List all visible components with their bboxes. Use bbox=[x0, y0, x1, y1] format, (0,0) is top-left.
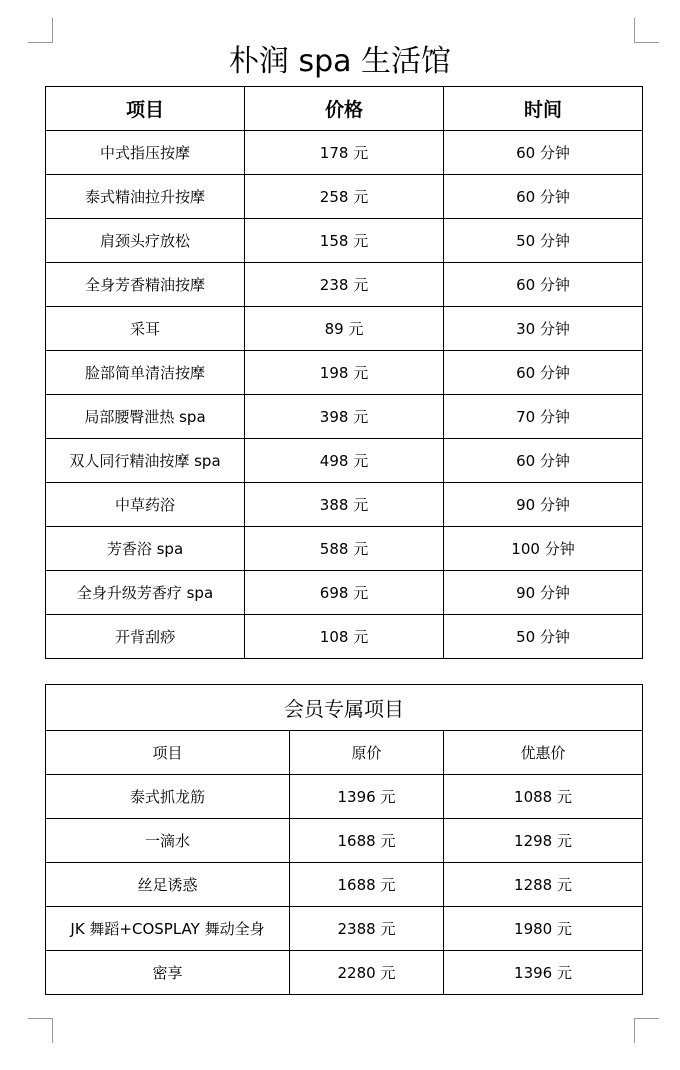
table-row bbox=[46, 951, 643, 995]
page-title: 朴润 spa 生活馆 bbox=[228, 44, 452, 79]
cell-item-name: JK 舞蹈+COSPLAY 舞动全身 bbox=[46, 907, 290, 951]
cell-original-price: 1688 元 bbox=[290, 863, 444, 907]
table-row bbox=[46, 219, 643, 263]
cell-duration: 100 分钟 bbox=[444, 527, 643, 571]
column-header-price: 价格 bbox=[245, 87, 444, 131]
cell-price: 89 元 bbox=[245, 307, 444, 351]
table-row bbox=[46, 775, 643, 819]
page-corner-mark bbox=[634, 1018, 659, 1043]
table-row bbox=[46, 527, 643, 571]
cell-duration: 60 分钟 bbox=[444, 175, 643, 219]
column-header-original-price: 原价 bbox=[290, 731, 444, 775]
cell-item-name: 密享 bbox=[46, 951, 290, 995]
table-row bbox=[46, 175, 643, 219]
table-row bbox=[46, 131, 643, 175]
member-table-caption: 会员专属项目 bbox=[46, 685, 643, 731]
table-row bbox=[46, 307, 643, 351]
table-header-row bbox=[46, 87, 643, 131]
cell-duration: 70 分钟 bbox=[444, 395, 643, 439]
table-row bbox=[46, 907, 643, 951]
table-row bbox=[46, 571, 643, 615]
table-header-row bbox=[46, 731, 643, 775]
cell-price: 698 元 bbox=[245, 571, 444, 615]
cell-original-price: 1688 元 bbox=[290, 819, 444, 863]
cell-price: 178 元 bbox=[245, 131, 444, 175]
cell-duration: 30 分钟 bbox=[444, 307, 643, 351]
cell-discount-price: 1288 元 bbox=[444, 863, 643, 907]
cell-item-name: 中式指压按摩 bbox=[46, 131, 245, 175]
table-caption-row bbox=[46, 685, 643, 731]
table-row bbox=[46, 819, 643, 863]
cell-item-name: 中草药浴 bbox=[46, 483, 245, 527]
cell-item-name: 全身芳香精油按摩 bbox=[46, 263, 245, 307]
cell-discount-price: 1298 元 bbox=[444, 819, 643, 863]
cell-price: 108 元 bbox=[245, 615, 444, 659]
table-row bbox=[46, 483, 643, 527]
cell-duration: 60 分钟 bbox=[444, 439, 643, 483]
cell-duration: 60 分钟 bbox=[444, 351, 643, 395]
cell-price: 198 元 bbox=[245, 351, 444, 395]
cell-discount-price: 1980 元 bbox=[444, 907, 643, 951]
cell-item-name: 全身升级芳香疗 spa bbox=[46, 571, 245, 615]
column-header-item: 项目 bbox=[46, 87, 245, 131]
member-exclusive-table bbox=[45, 684, 643, 995]
cell-discount-price: 1088 元 bbox=[444, 775, 643, 819]
cell-item-name: 双人同行精油按摩 spa bbox=[46, 439, 245, 483]
cell-duration: 50 分钟 bbox=[444, 219, 643, 263]
cell-discount-price: 1396 元 bbox=[444, 951, 643, 995]
table-row bbox=[46, 439, 643, 483]
service-price-table bbox=[45, 86, 643, 659]
cell-price: 238 元 bbox=[245, 263, 444, 307]
cell-original-price: 2388 元 bbox=[290, 907, 444, 951]
cell-duration: 50 分钟 bbox=[444, 615, 643, 659]
cell-original-price: 1396 元 bbox=[290, 775, 444, 819]
cell-price: 158 元 bbox=[245, 219, 444, 263]
column-header-item: 项目 bbox=[46, 731, 290, 775]
cell-item-name: 开背刮痧 bbox=[46, 615, 245, 659]
cell-price: 258 元 bbox=[245, 175, 444, 219]
cell-price: 588 元 bbox=[245, 527, 444, 571]
cell-price: 398 元 bbox=[245, 395, 444, 439]
cell-item-name: 丝足诱惑 bbox=[46, 863, 290, 907]
cell-duration: 60 分钟 bbox=[444, 263, 643, 307]
cell-item-name: 采耳 bbox=[46, 307, 245, 351]
cell-item-name: 芳香浴 spa bbox=[46, 527, 245, 571]
cell-price: 498 元 bbox=[245, 439, 444, 483]
cell-duration: 60 分钟 bbox=[444, 131, 643, 175]
cell-item-name: 肩颈头疗放松 bbox=[46, 219, 245, 263]
cell-price: 388 元 bbox=[245, 483, 444, 527]
table-row bbox=[46, 863, 643, 907]
table-row bbox=[46, 351, 643, 395]
table-row bbox=[46, 395, 643, 439]
column-header-discount-price: 优惠价 bbox=[444, 731, 643, 775]
cell-duration: 90 分钟 bbox=[444, 571, 643, 615]
column-header-time: 时间 bbox=[444, 87, 643, 131]
cell-item-name: 泰式精油拉升按摩 bbox=[46, 175, 245, 219]
table-row bbox=[46, 263, 643, 307]
cell-duration: 90 分钟 bbox=[444, 483, 643, 527]
cell-original-price: 2280 元 bbox=[290, 951, 444, 995]
cell-item-name: 一滴水 bbox=[46, 819, 290, 863]
cell-item-name: 脸部简单清洁按摩 bbox=[46, 351, 245, 395]
page-corner-mark bbox=[28, 1018, 53, 1043]
table-row bbox=[46, 615, 643, 659]
cell-item-name: 泰式抓龙筋 bbox=[46, 775, 290, 819]
cell-item-name: 局部腰臀泄热 spa bbox=[46, 395, 245, 439]
